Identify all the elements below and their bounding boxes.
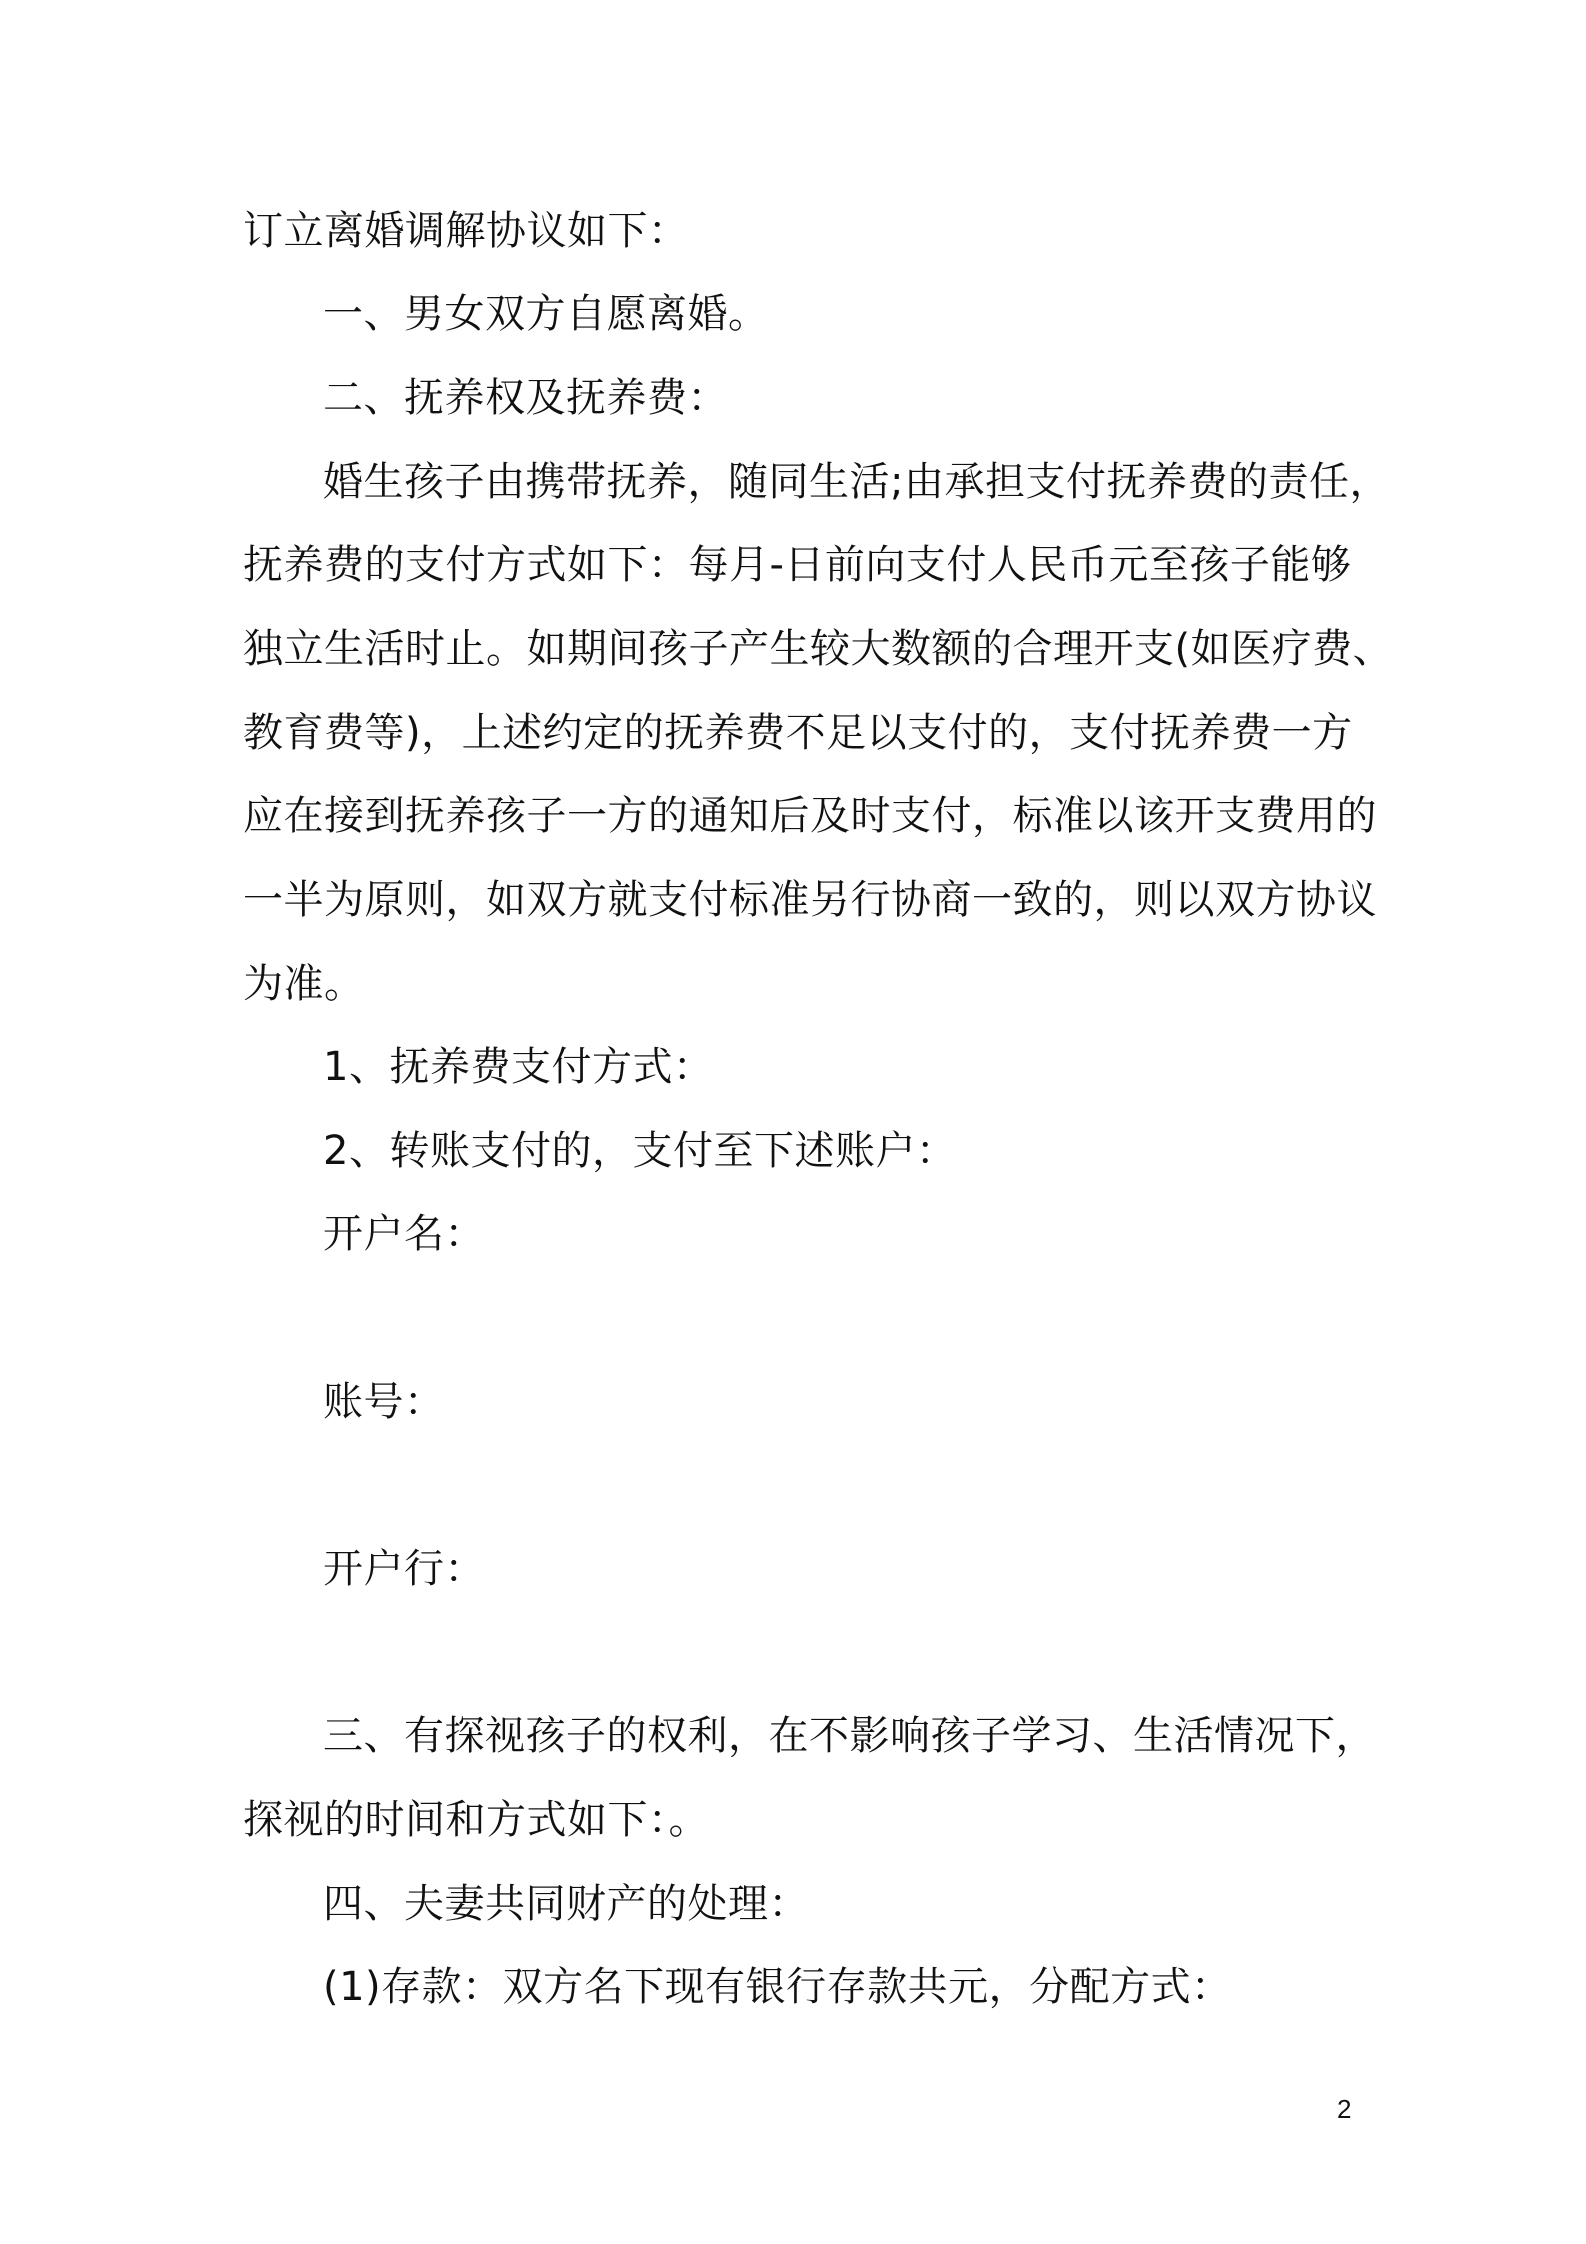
page-number: 2 <box>1337 2094 1352 2124</box>
clause-two-heading: 二、抚养权及抚养费： <box>323 375 728 421</box>
clause-one: 一、男女双方自愿离婚。 <box>323 291 769 337</box>
agreement-intro: 订立离婚调解协议如下： <box>243 208 689 254</box>
account-number-label: 账号： <box>323 1379 445 1425</box>
clause-three-line: 探视的时间和方式如下：。 <box>243 1797 709 1843</box>
transfer-account-item: 2、转账支付的，支付至下述账户： <box>323 1128 957 1174</box>
custody-paragraph-line: 为准。 <box>243 961 365 1007</box>
clause-four-heading: 四、夫妻共同财产的处理： <box>323 1881 809 1927</box>
deposit-item: (1)存款：双方名下现有银行存款共元，分配方式： <box>323 1964 1232 2010</box>
bank-name-label: 开户行： <box>323 1546 485 1592</box>
clause-three-line: 三、有探视孩子的权利，在不影响孩子学习、生活情况下， <box>323 1713 1376 1759</box>
payment-method-item: 1、抚养费支付方式： <box>323 1044 714 1090</box>
custody-paragraph-line: 应在接到抚养孩子一方的通知后及时支付，标准以该开支费用的 <box>243 793 1377 839</box>
account-name-label: 开户名： <box>323 1211 485 1257</box>
custody-paragraph-line: 一半为原则，如双方就支付标准另行协商一致的，则以双方协议 <box>243 877 1377 923</box>
custody-paragraph-line: 教育费等)，上述约定的抚养费不足以支付的，支付抚养费一方 <box>243 710 1353 756</box>
custody-paragraph-line: 抚养费的支付方式如下：每月-日前向支付人民币元至孩子能够 <box>243 542 1352 588</box>
custody-paragraph-line: 婚生孩子由携带抚养，随同生活;由承担支付抚养费的责任， <box>323 459 1390 505</box>
custody-paragraph-line: 独立生活时止。如期间孩子产生较大数额的合理开支(如医疗费、 <box>243 626 1394 672</box>
